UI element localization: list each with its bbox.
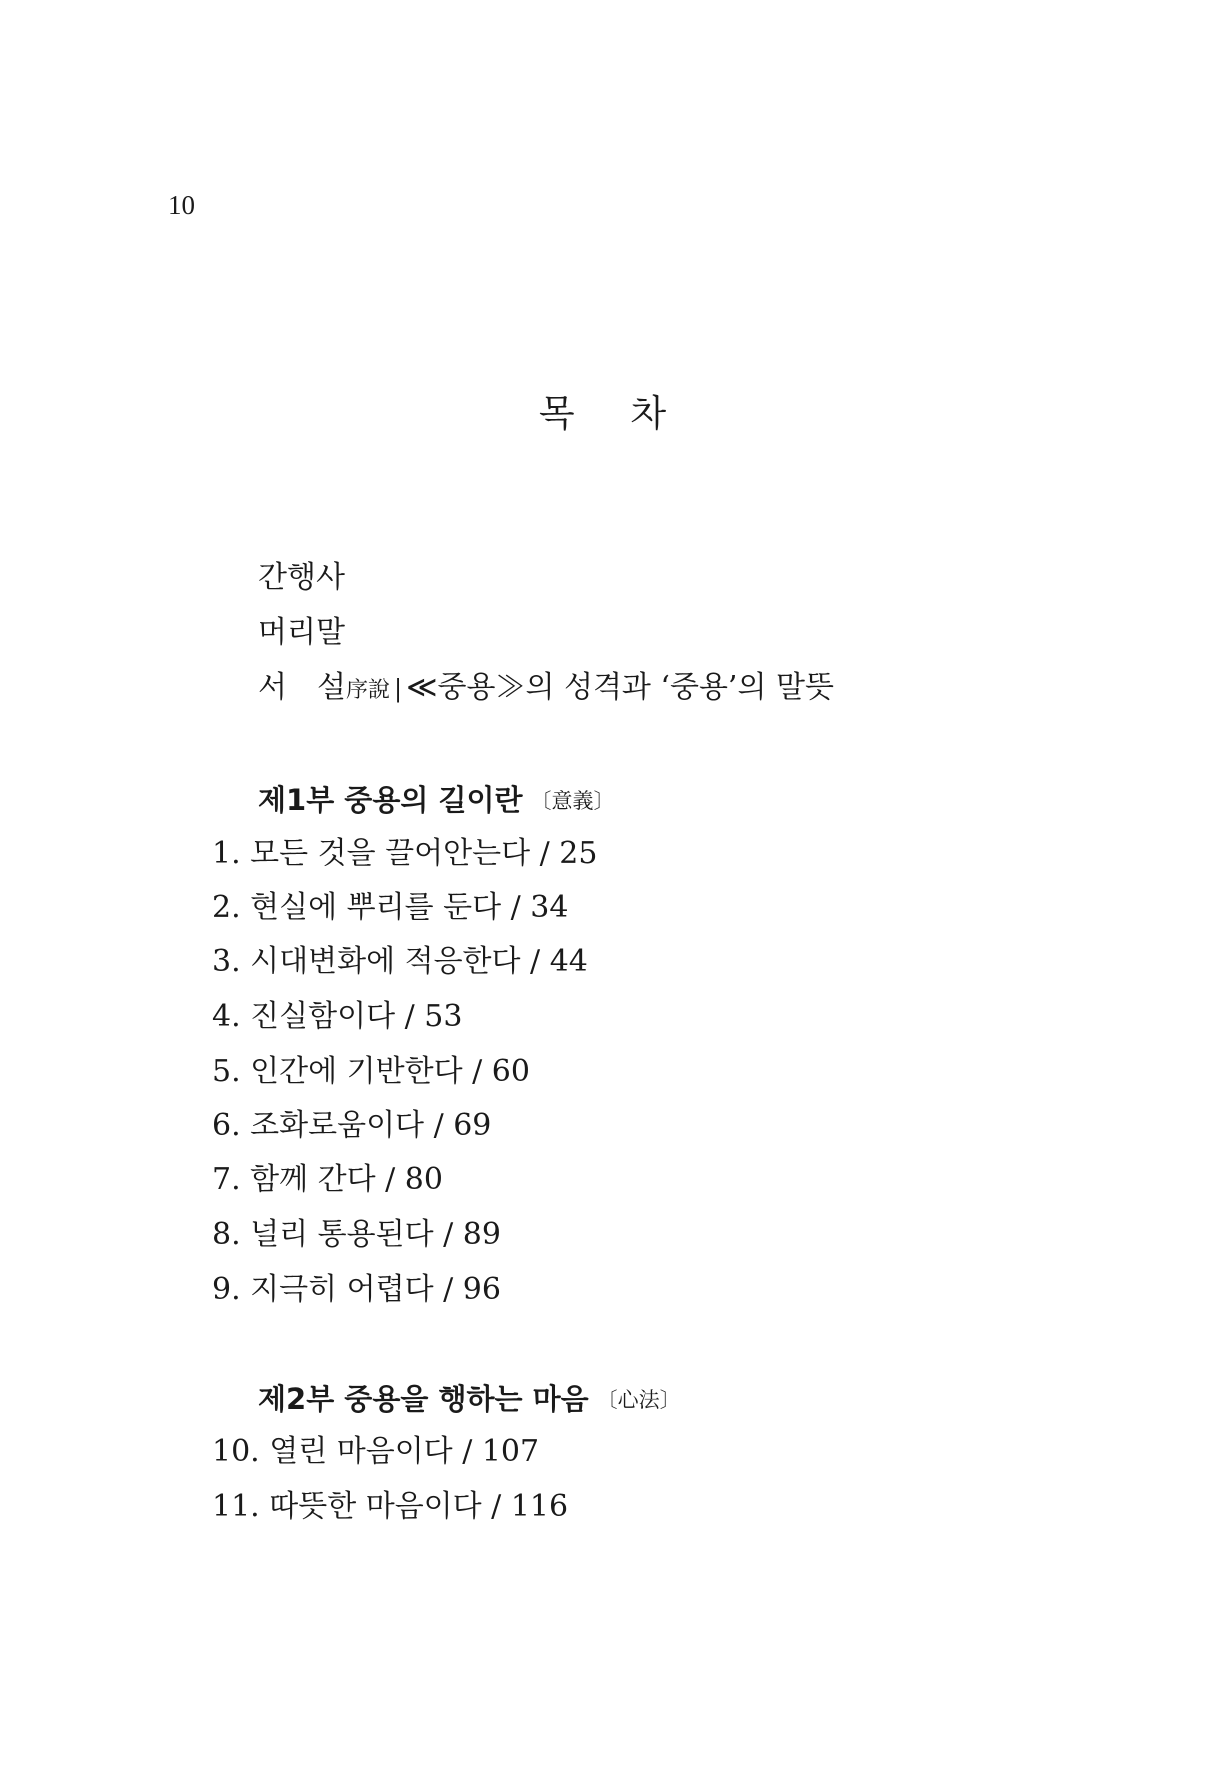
introduction-label-second: 설 (316, 670, 346, 705)
chapter-entry-2: 2. 현실에 뿌리를 둔다 / 34 (212, 890, 569, 925)
part-1-hanja: 〔意義〕 (530, 789, 615, 813)
chapter-entry-5: 5. 인간에 기반한다 / 60 (212, 1054, 530, 1089)
introduction-subtitle: ≪중용≫의 성격과 ‘중용’의 말뜻 (406, 670, 834, 705)
chapter-entry-6: 6. 조화로움이다 / 69 (212, 1108, 492, 1143)
front-matter-item-publisher-note: 간행사 (258, 560, 345, 595)
introduction-separator: | (393, 675, 403, 703)
page-number: 10 (168, 190, 195, 220)
introduction-hanja: 序說 (345, 678, 390, 703)
chapter-entry-10: 10. 열린 마음이다 / 107 (212, 1434, 540, 1469)
part-1-heading (258, 782, 614, 819)
chapter-entry-4: 4. 진실함이다 / 53 (212, 999, 463, 1034)
introduction-label-first: 서 (258, 670, 287, 705)
part-2-hanja: 〔心法〕 (596, 1388, 681, 1412)
chapter-entry-11: 11. 따뜻한 마음이다 / 116 (212, 1489, 569, 1524)
part-2-heading (258, 1381, 681, 1418)
front-matter-item-introduction (258, 670, 834, 709)
chapter-entry-7: 7. 함께 간다 / 80 (212, 1162, 443, 1197)
chapter-entry-9: 9. 지극히 어렵다 / 96 (212, 1272, 501, 1307)
part-1-heading-text: 제1부 중용의 길이란 (258, 783, 523, 817)
chapter-entry-3: 3. 시대변화에 적응한다 / 44 (212, 944, 588, 979)
part-2-heading-text: 제2부 중용을 행하는 마음 (258, 1382, 589, 1416)
chapter-entry-1: 1. 모든 것을 끌어안는다 / 25 (212, 836, 598, 871)
page-title: 목 차 (538, 392, 689, 435)
chapter-entry-8: 8. 널리 통용된다 / 89 (212, 1217, 501, 1252)
front-matter-item-preface: 머리말 (258, 615, 345, 650)
